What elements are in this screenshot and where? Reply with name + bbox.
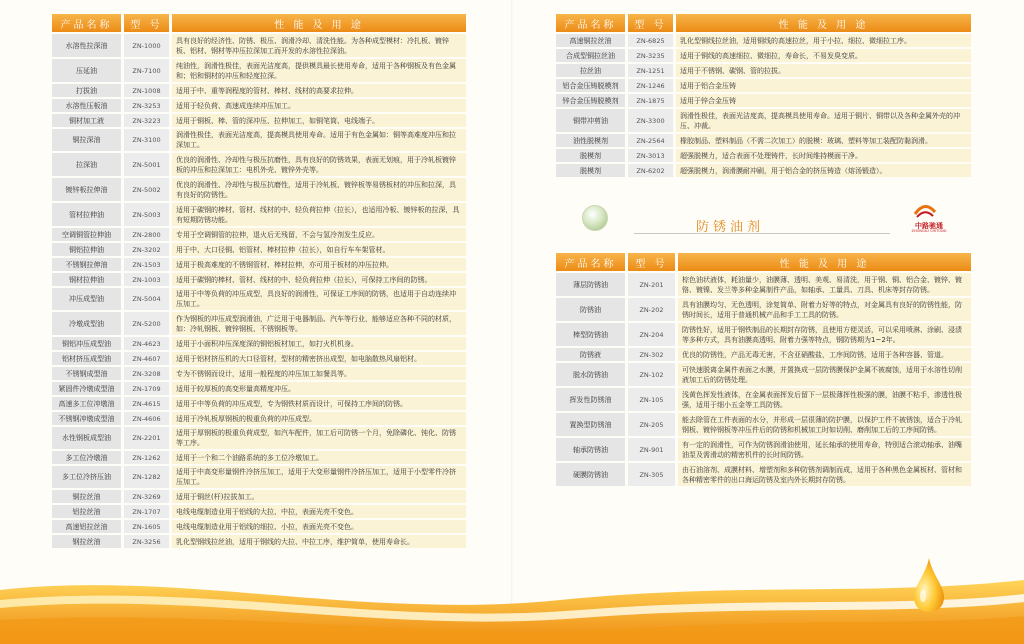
table-row — [52, 382, 466, 395]
model-number-cell: ZN-5002 — [124, 178, 172, 201]
product-name-cell: 不锈钢拉伸油 — [52, 258, 124, 271]
description-cell: 适用于一个和二个油路系统的多工位冷墩加工。 — [172, 451, 466, 464]
product-name-cell: 水溶性拉深油 — [52, 34, 124, 57]
table-header-row — [556, 14, 971, 32]
description-cell: 橡胶制品、塑料制品（不需二次加工）的脱模：玻璃、塑料等加工装配防黏润滑。 — [676, 134, 971, 147]
table-row — [556, 149, 971, 162]
table-row — [52, 520, 466, 533]
description-cell: 优良的润滑性、冷却性与极压抗磨性，具有良好的防锈效果，表面无划痕，用于冷轧板镀锌板的冲压和拉深加工：电机外壳、镀锌外壳等。 — [172, 153, 466, 176]
model-number-cell: ZN-901 — [628, 438, 678, 461]
model-number-cell: ZN-3013 — [628, 149, 676, 162]
model-number-cell: ZN-4615 — [124, 397, 172, 410]
description-cell: 用于中、大口径铜、铝管材、棒材拉伸（拉长），如自行车车架管材。 — [172, 243, 466, 256]
company-logo-icon — [913, 202, 937, 220]
table-row — [52, 466, 466, 488]
description-cell: 适用于中高变形量钢件冷挤压加工，适用于大变形量钢件冷挤压加工，适用于小型零件冷挤压加工。 — [172, 466, 466, 488]
product-name-cell: 脱水防锈油 — [556, 363, 628, 386]
description-cell: 适用于小面积冲压深度深的铜铝板材加工，如打火机机身。 — [172, 337, 466, 350]
description-cell: 适用于中等负荷的冲压成型，专为钢铁材质而设计，可保持工序间的防锈。 — [172, 397, 466, 410]
product-name-cell: 铜材加工液 — [52, 114, 124, 127]
product-name-cell: 铝材挤压成型油 — [52, 352, 124, 365]
description-cell: 乳化型铜线拉丝油，适用铜线的高速拉丝，用于小拉、细拉、微细拉工序。 — [676, 34, 971, 47]
header-desc: 性 能 及 用 途 — [678, 253, 971, 271]
product-name-cell: 硬膜防锈油 — [556, 463, 628, 486]
product-name-cell: 脱模剂 — [556, 164, 628, 177]
table-row — [52, 397, 466, 410]
table-row — [52, 451, 466, 464]
model-number-cell: ZN-3269 — [124, 490, 172, 503]
product-name-cell: 防锈油 — [556, 298, 628, 321]
model-number-cell: ZN-204 — [628, 323, 678, 346]
product-name-cell: 油性脱模剂 — [556, 134, 628, 147]
description-cell: 防锈性好，适用于钢铁制品的长期封存防锈，且使用方便灵活，可以采用喷淋、涂刷、浸渍等多种方式，具有油膜高透明、附着力强等特点，钢防锈期为1~2年。 — [678, 323, 971, 346]
description-cell: 适用于铜板、棒、管的深冲压、拉伸加工，如铜笔筒、电线端子。 — [172, 114, 466, 127]
table-row — [52, 114, 466, 127]
rust-oil-section-header — [556, 192, 971, 242]
model-number-cell: ZN-205 — [628, 413, 678, 436]
table-row — [556, 34, 971, 47]
section-title: 防锈油剂 — [696, 220, 765, 235]
product-name-cell: 高速多工位冲墩油 — [52, 397, 124, 410]
header-name: 产品名称 — [52, 14, 124, 32]
model-number-cell: ZN-4606 — [124, 412, 172, 425]
description-cell: 适用于厚钢板的极重负荷成型，如汽车配件，加工后可防锈一个月，免除磷化、钝化、防锈等工序。 — [172, 427, 466, 449]
model-number-cell: ZN-3235 — [628, 49, 676, 62]
model-number-cell: ZN-4607 — [124, 352, 172, 365]
description-cell: 适用于极高难度的不锈钢管材、棒材拉伸，亦可用于板材的冲压拉伸。 — [172, 258, 466, 271]
model-number-cell: ZN-302 — [628, 348, 678, 361]
product-name-cell: 不锈钢冲墩成型油 — [52, 412, 124, 425]
product-name-cell: 铝拉丝油 — [52, 505, 124, 518]
description-cell: 适用于中、重等润程度的管材、棒材、线材的高要求拉伸。 — [172, 84, 466, 97]
table-row — [556, 463, 971, 486]
model-number-cell: ZN-1246 — [628, 79, 676, 92]
description-cell: 适用于铝材挤压机的大口径管材，型材的精密挤出成型，如电脑散热风扇铝材。 — [172, 352, 466, 365]
description-cell: 具有良好的经济性、防锈、极压、润滑冷却、清洗性能。为各种成型模材：冷扎板、镀锌板、铝材、钢材等冲压拉深加工而开发的水溶性拉深油。 — [172, 34, 466, 57]
table-row — [52, 34, 466, 57]
description-cell: 适用于冷轧板厚钢板的极重负荷的冲压成型。 — [172, 412, 466, 425]
model-number-cell: ZN-3202 — [124, 243, 172, 256]
header-model: 型 号 — [124, 14, 172, 32]
table-row — [52, 258, 466, 271]
model-number-cell: ZN-5001 — [124, 153, 172, 176]
description-cell: 优良的润滑性、冷却性与极压抗磨性，适用于冷轧板、镀锌板等易锈板材的冲压和拉深，具有良好的防锈性。 — [172, 178, 466, 201]
table-row — [556, 413, 971, 436]
product-name-cell: 挥发性防锈油 — [556, 388, 628, 411]
product-name-cell: 薄层防锈油 — [556, 273, 628, 296]
model-number-cell: ZN-1251 — [628, 64, 676, 77]
product-name-cell: 管材拉伸油 — [52, 203, 124, 226]
product-name-cell: 置换型防锈油 — [556, 413, 628, 436]
product-name-cell: 铜拉丝油 — [52, 490, 124, 503]
table-row — [52, 129, 466, 151]
table-row — [556, 109, 971, 132]
model-number-cell: ZN-2800 — [124, 228, 172, 241]
page-fold — [511, 0, 513, 644]
table-row — [556, 363, 971, 386]
model-number-cell: ZN-3223 — [124, 114, 172, 127]
table-row — [556, 94, 971, 107]
description-cell: 适用于不锈钢、碳钢、管的拉拔。 — [676, 64, 971, 77]
model-number-cell: ZN-1282 — [124, 466, 172, 488]
product-name-cell: 拉深油 — [52, 153, 124, 176]
table-row — [52, 99, 466, 112]
header-name: 产品名称 — [556, 253, 628, 271]
table-row — [52, 228, 466, 241]
product-name-cell: 空调铜管拉伸油 — [52, 228, 124, 241]
header-desc: 性 能 及 用 途 — [172, 14, 466, 32]
product-name-cell: 多工位冷墩油 — [52, 451, 124, 464]
description-cell: 适用于铜线的高速细拉、微细拉，寿命长，不易发臭变质。 — [676, 49, 971, 62]
table-row — [52, 535, 466, 548]
table-row — [556, 298, 971, 321]
description-cell: 专用于空调铜管的拉伸，退火后无残留，不会与氢冷剂发生反应。 — [172, 228, 466, 241]
description-cell: 超强脱模力，润滑膜耐冲刷，用于铝合金的挤压铸造（熔汤锻造）。 — [676, 164, 971, 177]
description-cell: 专为不锈钢而设计，适用一般程度的冲压加工如餐具等。 — [172, 367, 466, 380]
model-number-cell: ZN-3256 — [124, 535, 172, 548]
description-cell: 润滑性极佳，表面光洁度高，提高模具使用寿命。适用于铜片、铜带以及各种金属外壳的冲压、冲裁。 — [676, 109, 971, 132]
table-row — [52, 337, 466, 350]
table-row — [556, 164, 971, 177]
table-row — [556, 79, 971, 92]
product-name-cell: 铝合金压铸脱模剂 — [556, 79, 628, 92]
table-row — [556, 323, 971, 346]
left-product-table — [52, 12, 466, 550]
logo-name: 中路驰通 — [915, 222, 943, 230]
model-number-cell: ZN-105 — [628, 388, 678, 411]
table-row — [52, 427, 466, 449]
description-cell: 棕色油状液体，耗油量少，油膜薄、透明、美观、易清洗，用于钢、铜、铝合金、镀锌、镀铬、镀镍、发兰等多种金属制件产品，如轴承、工量具、刀具、机床等封存防锈。 — [678, 273, 971, 296]
table-row — [52, 59, 466, 82]
model-number-cell: ZN-1262 — [124, 451, 172, 464]
product-name-cell: 铜带冲剪油 — [556, 109, 628, 132]
company-logo — [899, 202, 959, 236]
product-name-cell: 铜铝拉伸油 — [52, 243, 124, 256]
description-cell: 适用于碳钢的棒材、管材、线材的中、轻负荷拉伸（拉长），也适用冷板、镀锌板的拉深，具有短期防锈功能。 — [172, 203, 466, 226]
product-name-cell: 棒型防锈油 — [556, 323, 628, 346]
description-cell: 适用于较厚板的高变形量高精度冲压。 — [172, 382, 466, 395]
model-number-cell: ZN-5003 — [124, 203, 172, 226]
product-name-cell: 紧固件冷墩成型油 — [52, 382, 124, 395]
table-row — [52, 84, 466, 97]
model-number-cell: ZN-1875 — [628, 94, 676, 107]
product-name-cell: 压延油 — [52, 59, 124, 82]
logo-name-en: ZHONGLU CHITONG — [911, 229, 947, 233]
model-number-cell: ZN-2564 — [628, 134, 676, 147]
description-cell: 有一定的润滑性，可作为防锈润滑油使用，延长轴承的使用寿命，特别适合滚动轴承、油嘴油泵及需滑动的精密机件的长时间防锈。 — [678, 438, 971, 461]
table-row — [556, 438, 971, 461]
description-cell: 电线电缆制造业用于铝线的细拉、小拉，表面光亮不变色。 — [172, 520, 466, 533]
table-row — [52, 312, 466, 335]
model-number-cell: ZN-3100 — [124, 129, 172, 151]
model-number-cell: ZN-3300 — [628, 109, 676, 132]
model-number-cell: ZN-3253 — [124, 99, 172, 112]
description-cell: 优良的防锈性，产品无毒无害，不含亚硝酸盐，工序间防锈，适用于各种容器、管道。 — [678, 348, 971, 361]
table-header-row — [556, 253, 971, 271]
description-cell: 由石油溶剂、成膜材料、增塑剂和多种防锈剂调制而成，适用于各种黑色金属板材、管材和各种精密零件的出口海运防锈及室内外长期封存防锈。 — [678, 463, 971, 486]
model-number-cell: ZN-1008 — [124, 84, 172, 97]
product-name-cell: 水溶性压板油 — [52, 99, 124, 112]
model-number-cell: ZN-4623 — [124, 337, 172, 350]
model-number-cell: ZN-202 — [628, 298, 678, 321]
model-number-cell: ZN-1003 — [124, 273, 172, 286]
model-number-cell: ZN-5004 — [124, 288, 172, 310]
table-row — [52, 203, 466, 226]
description-cell: 乳化型钢线拉丝油，适用于钢线的大拉、中拉工序，维护简单，使用寿命长。 — [172, 535, 466, 548]
description-cell: 纯油性，润滑性极佳，表面光洁度高，提供模具最长使用寿命，适用于各种钢板及有色金属和；铝和铜材的冲压和轻度拉深。 — [172, 59, 466, 82]
product-name-cell: 冷墩成型油 — [52, 312, 124, 335]
model-number-cell: ZN-3208 — [124, 367, 172, 380]
product-name-cell: 冲压成型油 — [52, 288, 124, 310]
table-row — [52, 243, 466, 256]
model-number-cell: ZN-1503 — [124, 258, 172, 271]
description-cell: 适用于铝合金压铸 — [676, 79, 971, 92]
product-name-cell: 合成型铜拉丝油 — [556, 49, 628, 62]
header-desc: 性 能 及 用 途 — [676, 14, 971, 32]
table-row — [52, 153, 466, 176]
product-name-cell: 钢拉丝油 — [52, 535, 124, 548]
table-row — [52, 273, 466, 286]
model-number-cell: ZN-1707 — [124, 505, 172, 518]
table-row — [556, 64, 971, 77]
description-cell: 适用于中等负荷的冲压成型，具良好的润滑性，可保证工序间的防锈，也适用于自动连续冲压加工。 — [172, 288, 466, 310]
product-name-cell: 水性钢板成型油 — [52, 427, 124, 449]
table-row — [52, 367, 466, 380]
model-number-cell: ZN-1709 — [124, 382, 172, 395]
model-number-cell: ZN-6202 — [628, 164, 676, 177]
table-row — [556, 49, 971, 62]
table-row — [556, 134, 971, 147]
product-name-cell: 拉丝油 — [556, 64, 628, 77]
header-model: 型 号 — [628, 253, 678, 271]
description-cell: 适用于轻负荷、高速成连续冲压加工。 — [172, 99, 466, 112]
product-name-cell: 钢材拉伸油 — [52, 273, 124, 286]
right-bottom-product-table — [556, 251, 971, 488]
product-name-cell: 高速铝拉丝油 — [52, 520, 124, 533]
table-row — [556, 348, 971, 361]
description-cell: 适用于铜丝(杆)拉拔加工。 — [172, 490, 466, 503]
right-top-product-table — [556, 12, 971, 179]
product-name-cell: 铜铝冲压成型油 — [52, 337, 124, 350]
model-number-cell: ZN-2201 — [124, 427, 172, 449]
product-name-cell: 轴承防锈油 — [556, 438, 628, 461]
decorative-oil-wave — [0, 560, 1024, 644]
header-model: 型 号 — [628, 14, 676, 32]
product-name-cell: 防锈液 — [556, 348, 628, 361]
table-row — [52, 178, 466, 201]
product-name-cell: 镀锌板拉伸油 — [52, 178, 124, 201]
product-name-cell: 高速铜拉丝油 — [556, 34, 628, 47]
left-table-body — [52, 34, 466, 548]
model-number-cell: ZN-1605 — [124, 520, 172, 533]
model-number-cell: ZN-1000 — [124, 34, 172, 57]
oil-drop-icon — [912, 556, 946, 614]
description-cell: 可快速脱离金属件表面之水膜，并置换成一层防锈膜保护金属不被腐蚀，适用于水溶性切削液加工后的防锈处理。 — [678, 363, 971, 386]
description-cell: 能去除管在工件表面的水分，并形成一层很薄的防护膜，以保护工件不被锈蚀，适合于冷轧钢板、镀锌钢板等冲压件后的防锈和机械加工时如切削、磨削加工后的工序间防锈。 — [678, 413, 971, 436]
table-row — [52, 352, 466, 365]
description-cell: 超强脱模力，适合表面不处理铸件，长时间维持模面干净。 — [676, 149, 971, 162]
table-row — [52, 490, 466, 503]
description-cell: 作为钢板的冲压成型润滑油，广泛用于电器制品、汽车等行业，能够适应各种不同的材质，如：冷轧钢板、镀锌钢板、不锈钢板等。 — [172, 312, 466, 335]
description-cell: 润滑性极佳，表面光洁度高，提高模具使用寿命。适用于有色金属如：铜等高难度冲压和拉深加工。 — [172, 129, 466, 151]
header-name: 产品名称 — [556, 14, 628, 32]
model-number-cell: ZN-7100 — [124, 59, 172, 82]
description-cell: 浅黄色挥发性液体，在金属表面挥发后留下一层极薄挥性极强的膜，油膜不粘手，渗透性极强，适用于细小五金等工具防锈。 — [678, 388, 971, 411]
product-name-cell: 不锈钢成型油 — [52, 367, 124, 380]
description-cell: 电线电缆制造业用于铝线的大拉、中拉，表面光亮不变色。 — [172, 505, 466, 518]
table-row — [52, 412, 466, 425]
model-number-cell: ZN-201 — [628, 273, 678, 296]
model-number-cell: ZN-305 — [628, 463, 678, 486]
table-row — [556, 273, 971, 296]
model-number-cell: ZN-102 — [628, 363, 678, 386]
model-number-cell: ZN-6825 — [628, 34, 676, 47]
product-name-cell: 脱模剂 — [556, 149, 628, 162]
right-bottom-table-body — [556, 273, 971, 486]
table-header-row — [52, 14, 466, 32]
product-name-cell: 打拔油 — [52, 84, 124, 97]
right-top-table-body — [556, 34, 971, 177]
product-name-cell: 铜拉深油 — [52, 129, 124, 151]
product-name-cell: 锌合金压铸脱模剂 — [556, 94, 628, 107]
table-row — [556, 388, 971, 411]
product-name-cell: 多工位冷挤压油 — [52, 466, 124, 488]
description-cell: 适用于碳钢的棒材、管材、线材的中、轻负荷拉伸（拉长），可保持工序间的防锈。 — [172, 273, 466, 286]
description-cell: 具有油膜均匀、无色透明，涂复简单、附着力好等的特点，对金属具有良好的防锈性能，防锈时间长，适用于普通机械产品和手工工具的防锈。 — [678, 298, 971, 321]
table-row — [52, 288, 466, 310]
table-row — [52, 505, 466, 518]
description-cell: 适用于锌合金压铸 — [676, 94, 971, 107]
model-number-cell: ZN-5200 — [124, 312, 172, 335]
globe-icon — [582, 205, 608, 231]
